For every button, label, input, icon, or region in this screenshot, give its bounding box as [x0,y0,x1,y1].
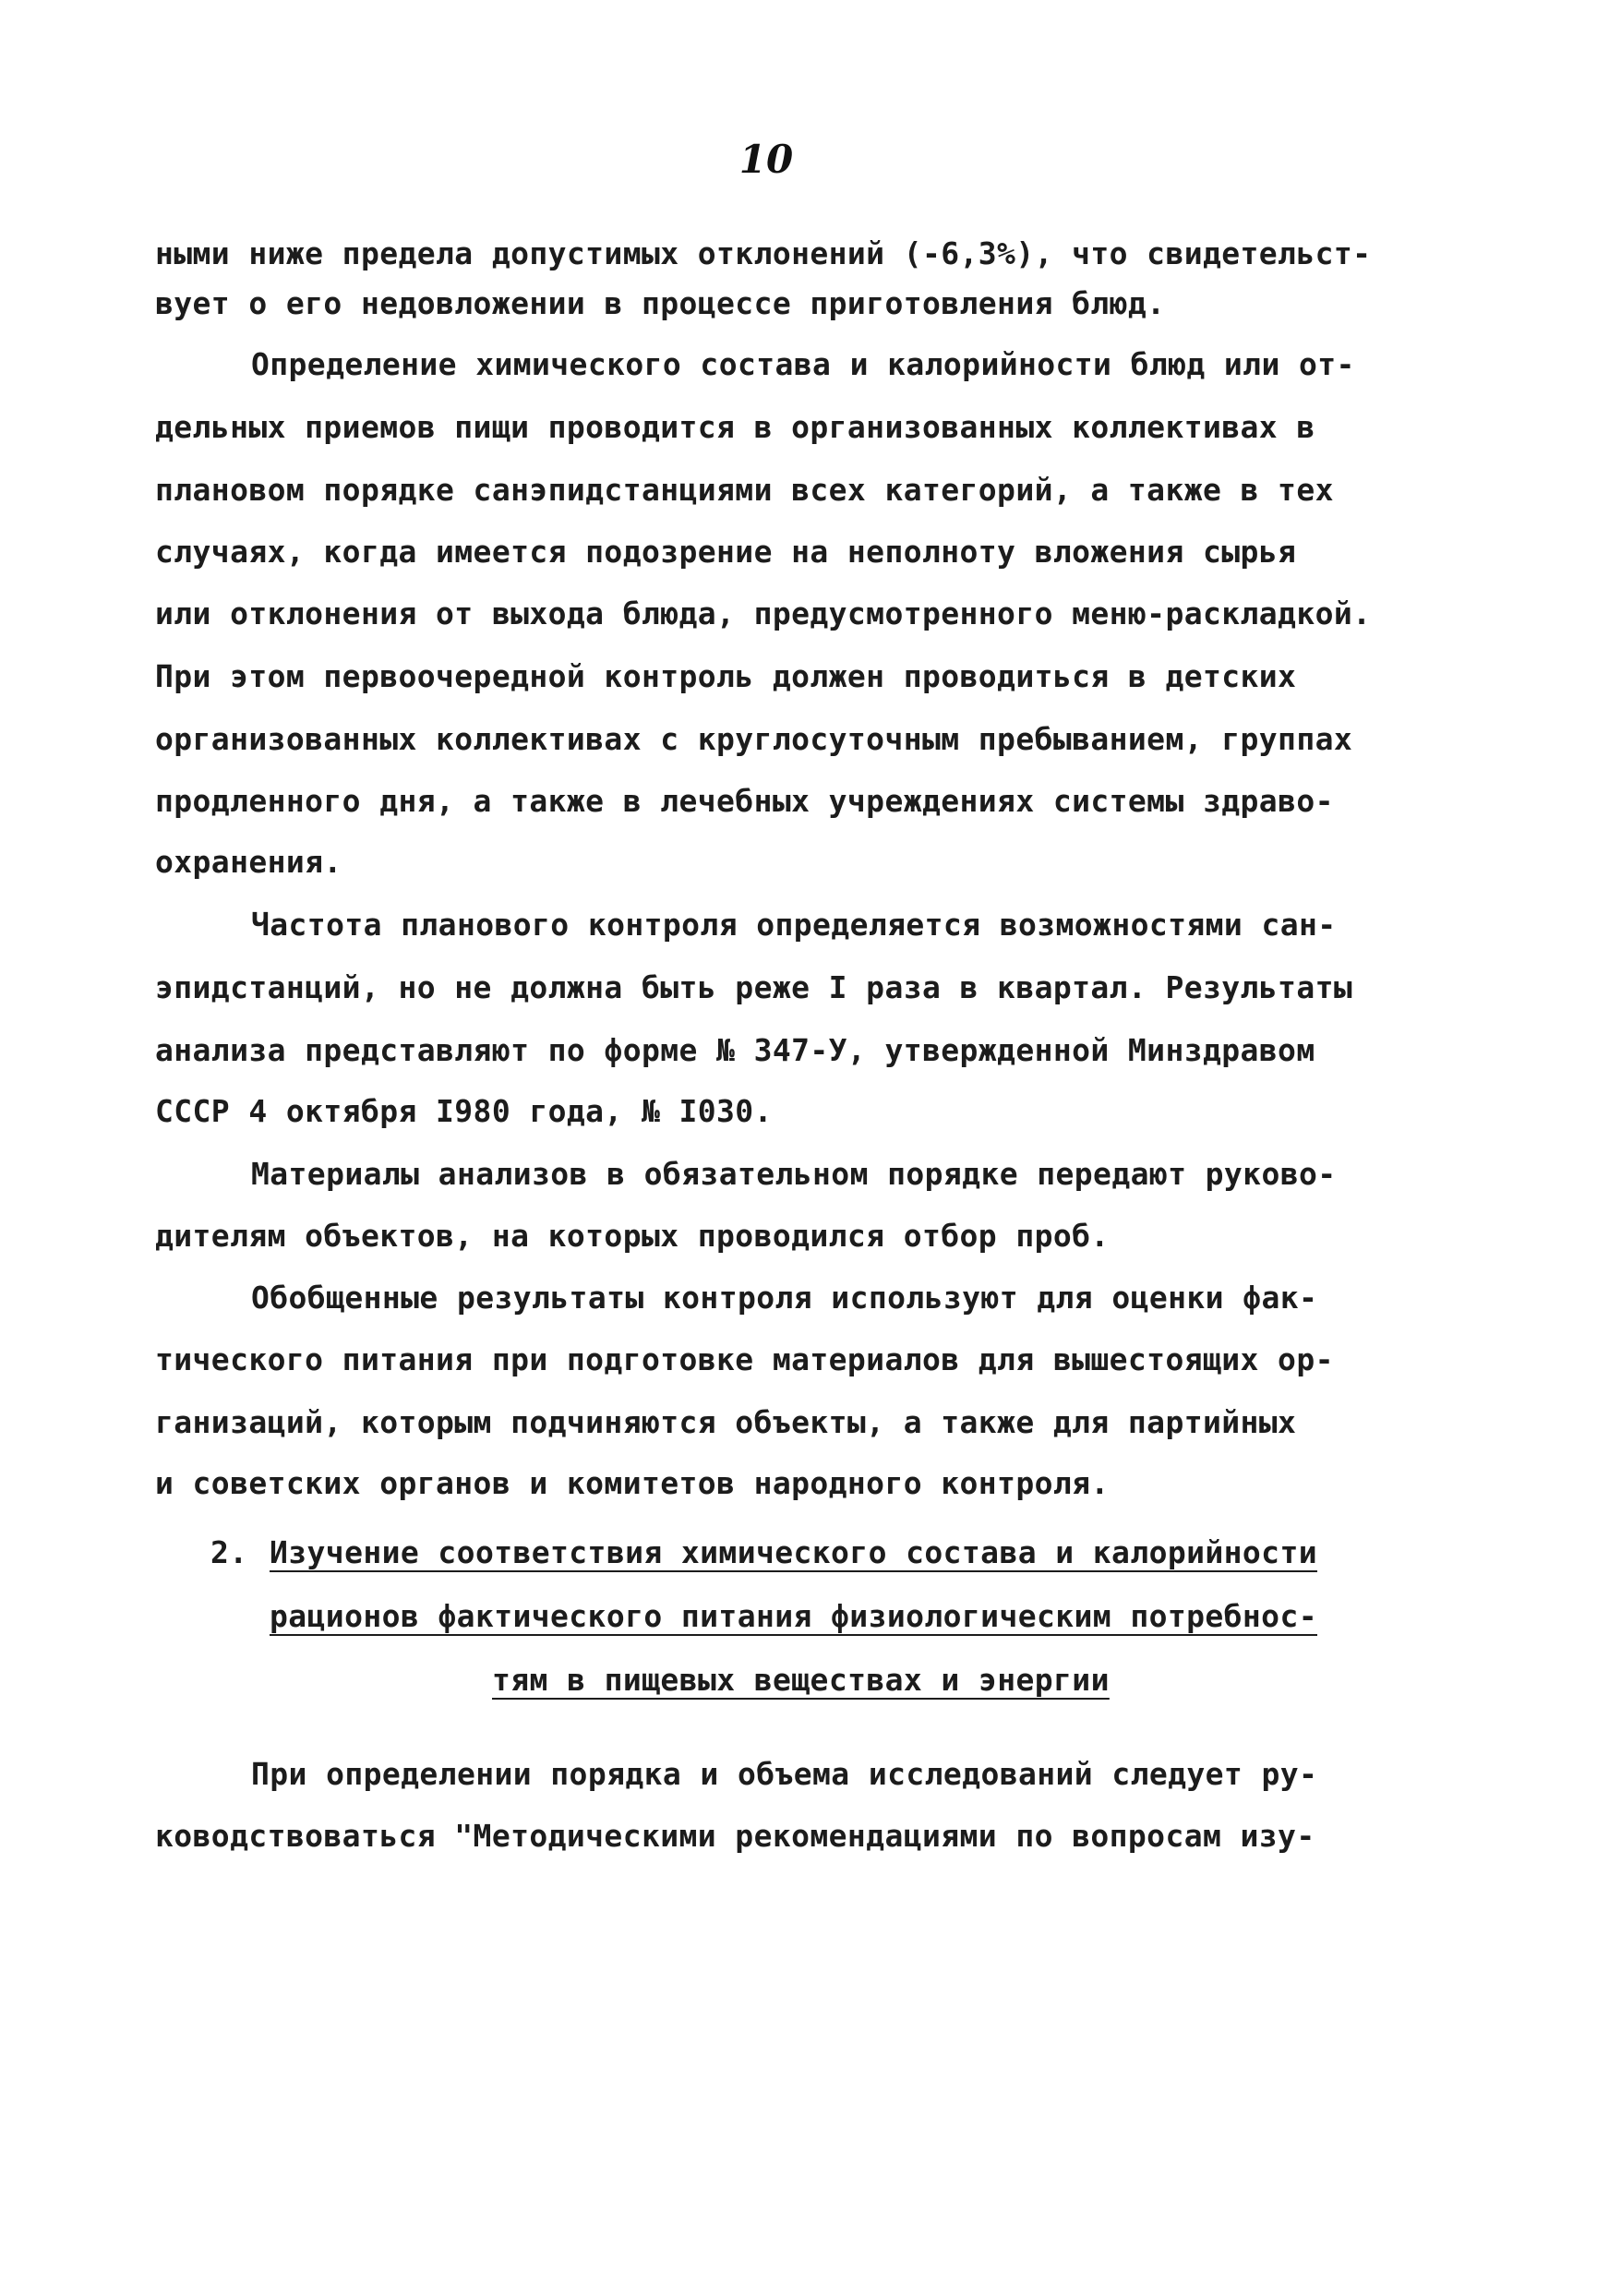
paragraph-3-line-3: анализа представляют по форме № 347-У, утвержденной Минздравом [155,1032,1315,1068]
section-number: 2. [210,1534,248,1570]
paragraph-6-line-1: При определении порядка и объема исследований следует ру- [251,1756,1318,1792]
paragraph-3-line-2: эпидстанций, но не должна быть реже I раза в квартал. Результаты [155,969,1353,1005]
paragraph-2-line-2: дельных приемов пищи проводится в организованных коллективах в [155,409,1315,445]
page-number: 10 [738,137,794,182]
section-heading-line-3: тям в пищевых веществах и энергии [492,1662,1110,1698]
paragraph-2-line-7: организованных коллективах с круглосуточным пребыванием, группах [155,721,1353,757]
paragraph-5-line-2: тического питания при подготовке материалов для вышестоящих ор- [155,1341,1334,1377]
paragraph-2-line-9: охранения. [155,844,342,880]
paragraph-4-line-2: дителям объектов, на которых проводился отбор проб. [155,1218,1110,1254]
paragraph-2-line-3: плановом порядке санэпидстанциями всех категорий, а также в тех [155,472,1334,508]
paragraph-3-line-1: Частота планового контроля определяется возможностями сан- [251,907,1337,943]
paragraph-2-line-8: продленного дня, а также в лечебных учреждениях системы здраво- [155,783,1334,819]
paragraph-6-line-2: ководствоваться "Методическими рекомендациями по вопросам изу- [155,1818,1315,1854]
section-heading-line-1: Изучение соответствия химического состава и калорийности [270,1534,1317,1570]
paragraph-1-line-1: ными ниже предела допустимых отклонений (-6,3%), что свидетельст- [155,235,1372,271]
paragraph-3-line-4: СССР 4 октября I980 года, № I030. [155,1093,773,1129]
paragraph-4-line-1: Материалы анализов в обязательном порядке передают руково- [251,1156,1337,1192]
paragraph-5-line-4: и советских органов и комитетов народного контроля. [155,1465,1110,1501]
paragraph-2-line-1: Определение химического состава и калорийности блюд или от- [251,346,1355,382]
section-heading-line-2: рационов фактического питания физиологическим потребнос- [270,1598,1317,1634]
paragraph-2-line-6: При этом первоочередной контроль должен проводиться в детских [155,658,1297,694]
paragraph-2-line-4: случаях, когда имеется подозрение на неполноту вложения сырья [155,534,1297,570]
paragraph-1-line-2: вует о его недовложении в процессе приготовления блюд. [155,285,1166,321]
paragraph-2-line-5: или отклонения от выхода блюда, предусмотренного меню-раскладкой. [155,595,1372,631]
paragraph-5-line-3: ганизаций, которым подчиняются объекты, а также для партийных [155,1404,1297,1440]
paragraph-5-line-1: Обобщенные результаты контроля используют для оценки фак- [251,1280,1318,1316]
